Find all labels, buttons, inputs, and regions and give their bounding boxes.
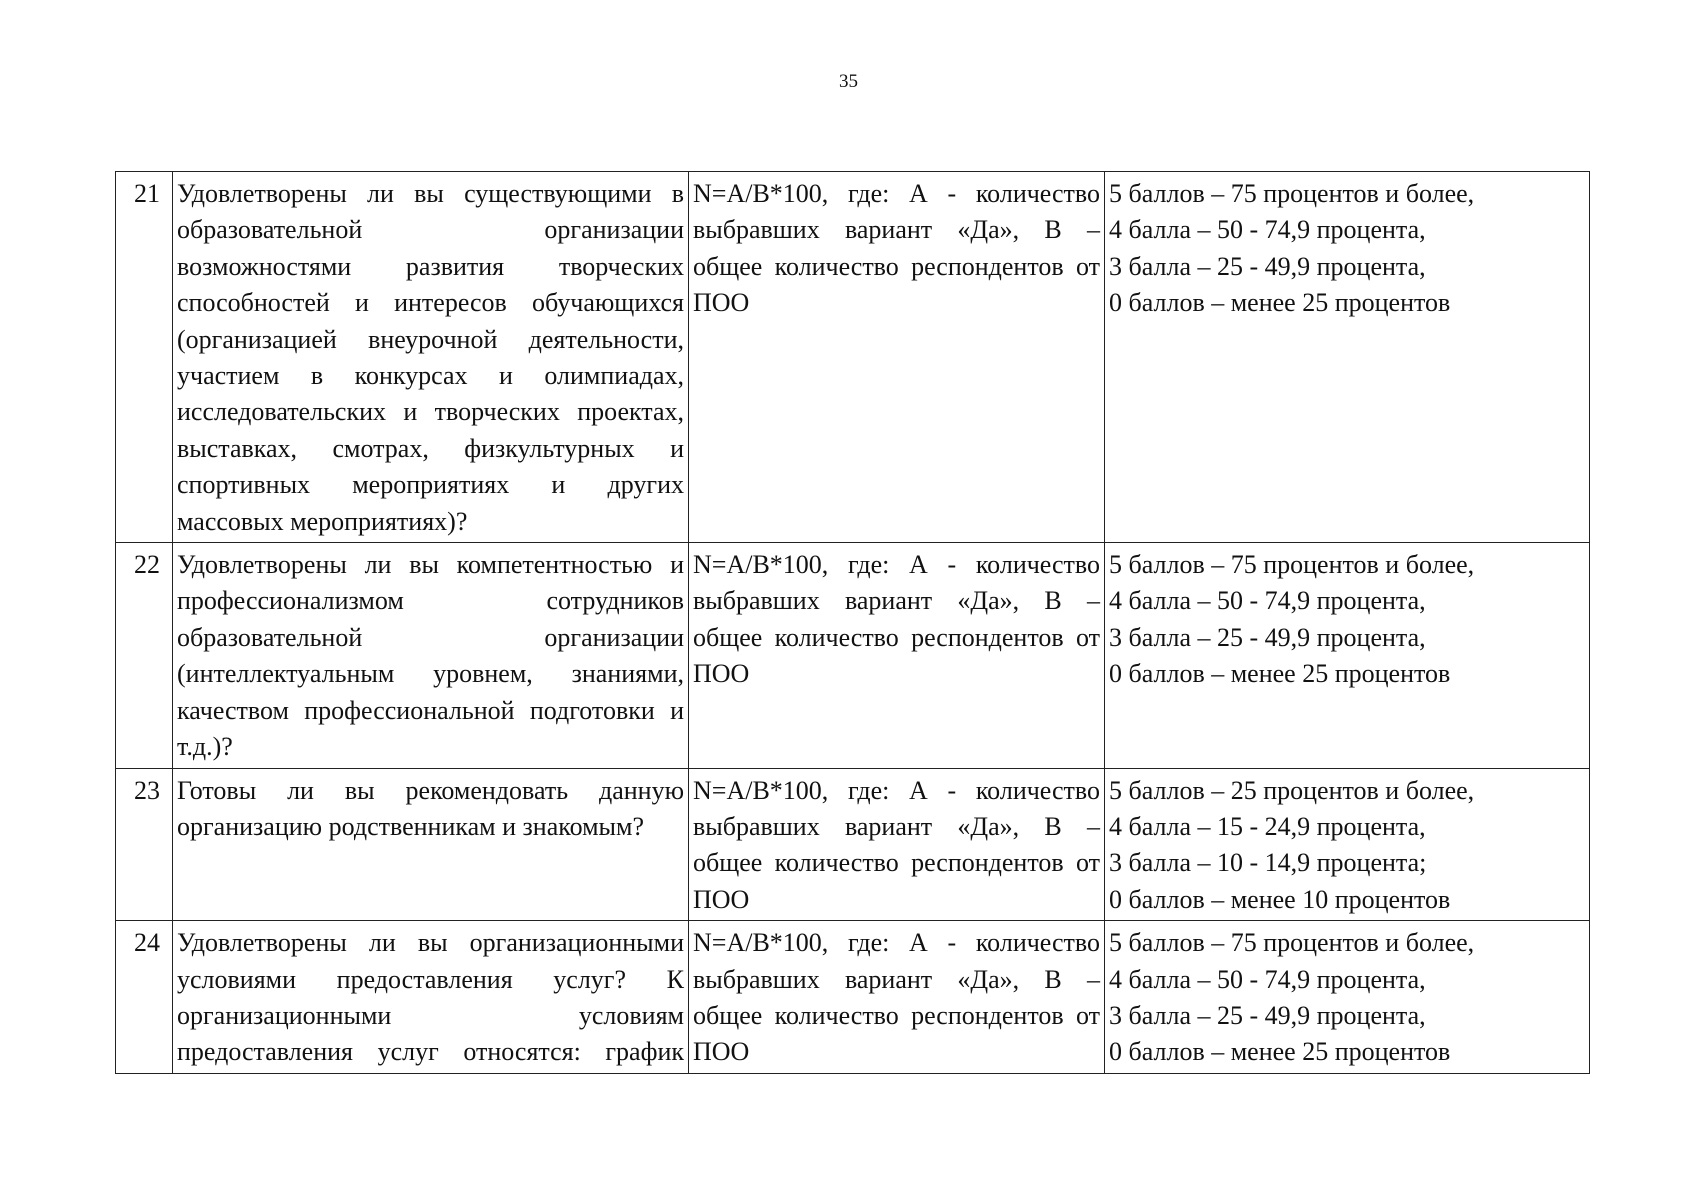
criteria-table (115, 171, 1590, 1074)
row-number: 22 (116, 543, 173, 768)
question-text: Удовлетворены ли вы компетентностью и профессионализмом сотрудников образовательной организации (интеллектуальным уровнем, знаниями, качеством профессиональной подготовки и т.д.)? (173, 543, 689, 768)
table-row (116, 543, 1590, 768)
scale-line: 3 балла – 10 - 14,9 процента; (1109, 848, 1427, 878)
scale-line: 3 балла – 25 - 49,9 процента, (1109, 251, 1426, 281)
row-number: 23 (116, 768, 173, 921)
score-scale (1105, 768, 1590, 921)
scale-line: 0 баллов – менее 25 процентов (1109, 659, 1451, 689)
score-scale (1105, 172, 1590, 543)
scale-line: 3 балла – 25 - 49,9 процента, (1109, 1000, 1426, 1030)
scale-line: 0 баллов – менее 25 процентов (1109, 1037, 1451, 1067)
page-number: 35 (839, 71, 858, 92)
table-row (116, 921, 1590, 1074)
table-row (116, 172, 1590, 543)
score-scale (1105, 921, 1590, 1074)
formula-text: N=А/В*100, где: А - количество выбравших вариант «Да», В – общее количество респондентов от ПОО (689, 172, 1105, 543)
scale-line: 0 баллов – менее 10 процентов (1109, 884, 1451, 914)
question-text: Удовлетворены ли вы существующими в образовательной организации возможностями развития творческих способностей и интересов обучающихся (организацией внеурочной деятельности, участием в конкурсах и олимпиадах, исследовательских и творческих проектах, выставках, смотрах, физкультурных и спортивных мероприятиях и других массовых мероприятиях)? (173, 172, 689, 543)
row-number: 21 (116, 172, 173, 543)
scale-line: 4 балла – 50 - 74,9 процента, (1109, 215, 1426, 245)
scale-line: 4 балла – 15 - 24,9 процента, (1109, 811, 1426, 841)
scale-line: 4 балла – 50 - 74,9 процента, (1109, 586, 1426, 616)
question-text: Готовы ли вы рекомендовать данную организацию родственникам и знакомым? (173, 768, 689, 921)
scale-line: 5 баллов – 25 процентов и более, (1109, 775, 1475, 805)
scale-line: 5 баллов – 75 процентов и более, (1109, 928, 1475, 958)
formula-text: N=А/В*100, где: А - количество выбравших вариант «Да», В – общее количество респондентов от ПОО (689, 768, 1105, 921)
score-scale (1105, 543, 1590, 768)
scale-line: 5 баллов – 75 процентов и более, (1109, 179, 1475, 208)
table-row (116, 768, 1590, 921)
formula-text: N=А/В*100, где: А - количество выбравших вариант «Да», В – общее количество респондентов от ПОО (689, 921, 1105, 1074)
scale-line: 5 баллов – 75 процентов и более, (1109, 550, 1475, 580)
question-text: Удовлетворены ли вы организационными условиями предоставления услуг? К организационными условиям предоставления услуг относятся: график (173, 921, 689, 1074)
scale-line: 4 балла – 50 - 74,9 процента, (1109, 964, 1426, 994)
row-number: 24 (116, 921, 173, 1074)
scale-line: 0 баллов – менее 25 процентов (1109, 288, 1451, 318)
scale-line: 3 балла – 25 - 49,9 процента, (1109, 622, 1426, 652)
formula-text: N=А/В*100, где: А - количество выбравших вариант «Да», В – общее количество респондентов от ПОО (689, 543, 1105, 768)
